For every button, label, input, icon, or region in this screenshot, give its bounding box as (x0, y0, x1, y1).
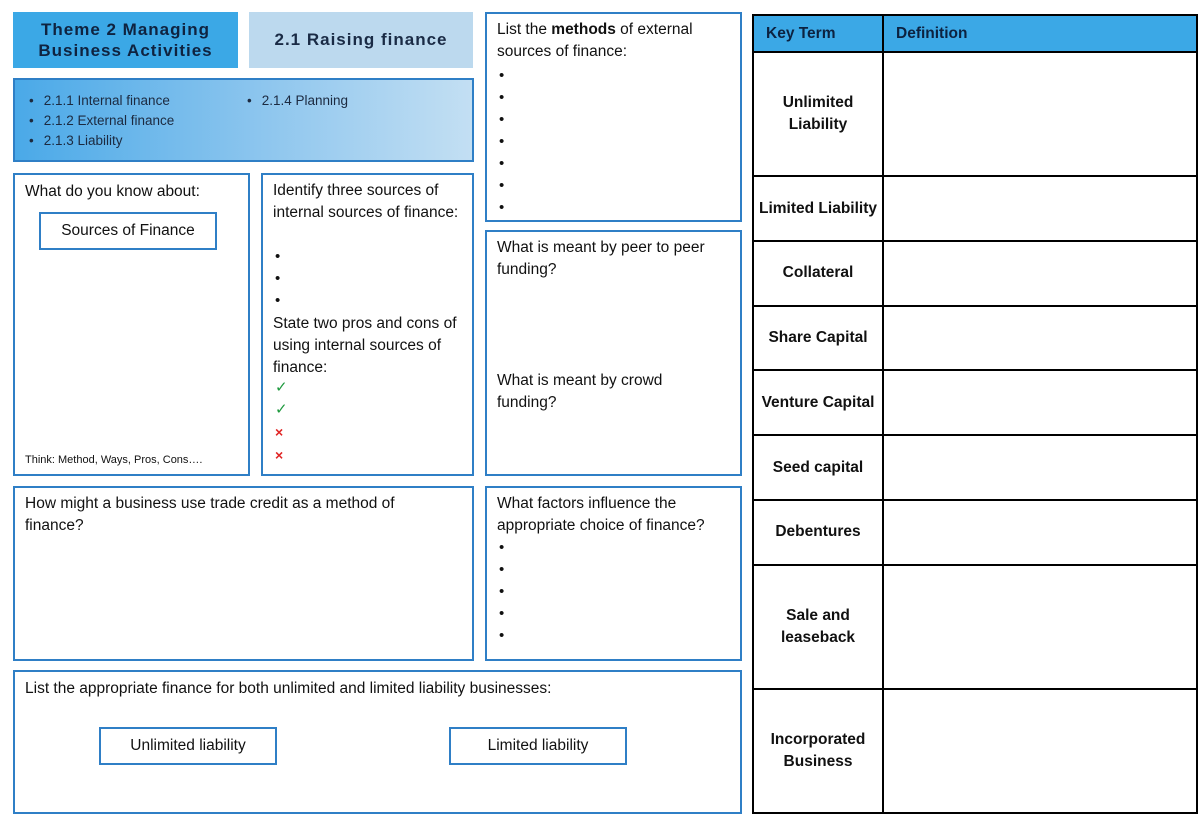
theme-title-line2: Business Activities (38, 41, 213, 60)
term-cell: Incorporated Business (753, 689, 883, 813)
external-prompt (497, 19, 733, 63)
topic-item: • 2.1.3 Liability (29, 131, 174, 151)
factors-box (485, 486, 742, 661)
definition-cell[interactable] (883, 52, 1197, 176)
definition-cell[interactable] (883, 370, 1197, 435)
pros-cons-prompt: State two pros and cons of using internal sources of finance: (273, 315, 457, 376)
bullet (499, 175, 504, 197)
table-row (753, 689, 1197, 813)
topic-item: • 2.1.4 Planning (247, 91, 348, 111)
bullet (499, 581, 504, 603)
know-box (13, 173, 250, 476)
factors-bullets (499, 537, 504, 647)
cross-icon: × (275, 424, 284, 440)
cross-icon: × (275, 447, 284, 463)
term-cell: Share Capital (753, 306, 883, 371)
header-definition: Definition (883, 15, 1197, 52)
table-row (753, 435, 1197, 500)
definition-cell[interactable] (883, 306, 1197, 371)
definition-cell[interactable] (883, 689, 1197, 813)
definition-cell[interactable] (883, 500, 1197, 565)
definition-cell[interactable] (883, 176, 1197, 241)
factors-prompt: What factors influence the appropriate choice of finance? (497, 495, 705, 534)
limited-liability-label: Limited liability (449, 727, 627, 765)
term-cell: Debentures (753, 500, 883, 565)
external-prompt-text: of external sources of finance: (497, 21, 693, 60)
peer-crowd-box (485, 230, 742, 476)
unit-title: 2.1 Raising finance (249, 12, 473, 68)
bullet (275, 268, 280, 290)
external-bullets (499, 65, 504, 219)
theme-title (13, 12, 238, 68)
bullet (499, 109, 504, 131)
tick-icon: ✓ (275, 379, 288, 396)
trade-credit-box (13, 486, 474, 661)
topic-item: • 2.1.2 External finance (29, 111, 174, 131)
bullet (499, 65, 504, 87)
definition-cell[interactable] (883, 565, 1197, 689)
trade-credit-prompt: How might a business use trade credit as a method of finance? (25, 495, 395, 534)
pros-cons-marks (275, 377, 288, 467)
peer-prompt: What is meant by peer to peer funding? (497, 239, 705, 278)
know-prompt: What do you know about: (25, 183, 200, 200)
external-methods-box (485, 12, 742, 222)
external-prompt-text: List the (497, 21, 552, 38)
know-hint: Think: Method, Ways, Pros, Cons…. (25, 454, 203, 466)
topics-col1 (29, 91, 174, 151)
bullet (275, 246, 280, 268)
topic-item: • 2.1.1 Internal finance (29, 91, 174, 111)
term-cell: Collateral (753, 241, 883, 306)
theme-title-line1: Theme 2 Managing (40, 20, 211, 39)
liability-prompt: List the appropriate finance for both unlimited and limited liability businesses: (25, 680, 552, 697)
internal-bullets (275, 246, 280, 312)
term-cell: Venture Capital (753, 370, 883, 435)
tick-icon: ✓ (275, 401, 288, 418)
bullet (275, 290, 280, 312)
unlimited-liability-label: Unlimited liability (99, 727, 277, 765)
internal-prompt: Identify three sources of internal sources of finance: (273, 182, 459, 221)
definition-cell[interactable] (883, 435, 1197, 500)
topics-col2 (247, 91, 348, 111)
table-row (753, 52, 1197, 176)
table-row (753, 370, 1197, 435)
external-prompt-bold: methods (551, 21, 616, 38)
term-cell: Seed capital (753, 435, 883, 500)
topics-banner (13, 78, 474, 162)
definition-cell[interactable] (883, 241, 1197, 306)
table-row (753, 306, 1197, 371)
table-row (753, 565, 1197, 689)
bullet (499, 153, 504, 175)
table-row (753, 176, 1197, 241)
key-terms-grid (752, 14, 1198, 814)
table-header-row (753, 15, 1197, 52)
bullet (499, 197, 504, 219)
bullet (499, 131, 504, 153)
header-key-term: Key Term (753, 15, 883, 52)
table-row (753, 500, 1197, 565)
term-cell: Sale and leaseback (753, 565, 883, 689)
bullet (499, 559, 504, 581)
term-cell: Limited Liability (753, 176, 883, 241)
table-row (753, 241, 1197, 306)
bullet (499, 537, 504, 559)
liability-list-box (13, 670, 742, 814)
sources-of-finance-label: Sources of Finance (39, 212, 217, 250)
bullet (499, 625, 504, 647)
internal-sources-box (261, 173, 474, 476)
bullet (499, 603, 504, 625)
key-terms-table (752, 14, 1198, 814)
crowd-prompt: What is meant by crowd funding? (497, 372, 663, 411)
bullet (499, 87, 504, 109)
term-cell: Unlimited Liability (753, 52, 883, 176)
